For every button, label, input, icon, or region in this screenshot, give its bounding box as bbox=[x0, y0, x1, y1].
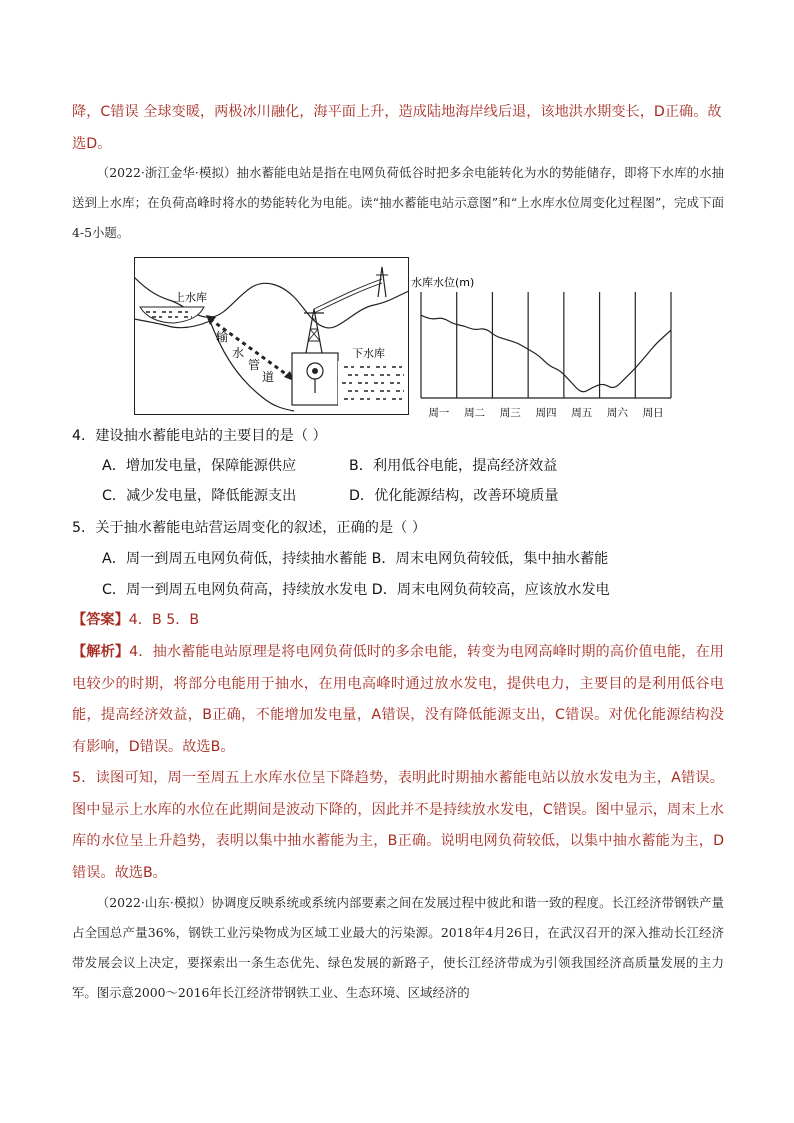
chart-x-tick-label: 周二 bbox=[464, 407, 486, 419]
chart-x-tick-label: 周四 bbox=[535, 407, 557, 419]
q4-option-a[interactable]: A．增加发电量，保障能源供应 bbox=[102, 458, 297, 474]
answer-tag: 【答案】 bbox=[72, 612, 129, 628]
lower-reservoir-water bbox=[338, 361, 408, 407]
pipe-label-2: 水 bbox=[232, 346, 245, 360]
chart-day-gridlines bbox=[421, 292, 671, 398]
question-5-stem: 5．关于抽水蓄能电站营运周变化的叙述，正确的是（ ） bbox=[72, 520, 427, 536]
analysis-q5: 5．读图可知，周一至周五上水库水位呈下降趋势，表明此时期抽水蓄能电站以放水发电为主，A错误。图中显示上水库的水位在此期间是波动下降的，因此并不是持续放水发电，C错误。图中显示，周末上水库的水位呈上升趋势，表明以集中抽水蓄能为主，B正确。说明电网负荷较低，以集中抽水蓄能为主，D错误。故选B。 bbox=[72, 770, 724, 881]
pumped-storage-diagram bbox=[134, 257, 409, 415]
answer-continuation-line1: 降，C错误 全球变暖，两极冰川融化，海平面上升，造成陆地海岸线后退，该地洪水期变长，D正确。故 bbox=[72, 104, 722, 120]
question-stem-4-5: （2022·浙江金华·模拟）抽水蓄能电站是指在电网负荷低谷时把多余电能转化为水的势能储存，即将下水库的水抽送到上水库；在负荷高峰时将水的势能转化为电能。读“抽水蓄能电站示意图”和“上水库水位周变化过程图”，完成下面4-5小题。 bbox=[72, 165, 724, 240]
q4-option-c[interactable]: C．减少发电量，降低能源支出 bbox=[102, 488, 297, 504]
answer-continuation-line2: 选D。 bbox=[72, 135, 112, 152]
upper-reservoir-label: 上水库 bbox=[174, 291, 207, 304]
chart-x-tick-label: 周五 bbox=[571, 407, 593, 419]
answer-line bbox=[72, 605, 724, 637]
water-level-series-line bbox=[421, 315, 671, 391]
pipe-label-4: 道 bbox=[262, 370, 275, 384]
q5-options-a-b[interactable]: A．周一到周五电网负荷低，持续抽水蓄能 B．周末电网负荷较低，集中抽水蓄能 bbox=[102, 551, 609, 567]
pipe-label-3: 管 bbox=[248, 358, 261, 372]
q4-option-d[interactable]: D．优化能源结构，改善环境质量 bbox=[349, 488, 559, 504]
chart-x-tick-label: 周日 bbox=[642, 407, 664, 419]
question-stem-next: （2022·山东·模拟）协调度反映系统或系统内部要素之间在发展过程中彼此和谐一致的程度。长江经济带钢铁产量占全国总产量36%，钢铁工业污染物成为区域工业最大的污染源。2018年4月26日，在武汉召开的深入推动长江经济带发展会议上决定，要探索出一条生态优先、绿色发展的新路子，使长江经济带成为引领我国经济高质量发展的主力军。图示意2000～2016年长江经济带钢铁工业、生态环境、区域经济的 bbox=[72, 895, 724, 1000]
chart-x-tick-label: 周一 bbox=[428, 407, 450, 419]
pipe-label-1: 输 bbox=[216, 330, 229, 344]
analysis-tag: 【解析】 bbox=[72, 644, 130, 660]
chart-x-tick-label: 周三 bbox=[499, 407, 521, 419]
q5-options-c-d[interactable]: C．周一到周五电网负荷高，持续放水发电 D．周末电网负荷较高，应该放水发电 bbox=[102, 582, 610, 598]
answer-continuation-text bbox=[72, 97, 724, 160]
analysis-q4-text: 4．抽水蓄能电站原理是将电网负荷低时的多余电能，转变为电网高峰时期的高价值电能，在用电较少的时期，将部分电能用于抽水，在用电高峰时通过放水发电，提供电力，主要目的是利用低谷电能，提高经济效益，B正确，不能增加发电量，A错误，没有降低能源支出，C错误。对优化能源结构没有影响，D错误。故选B。 bbox=[72, 644, 724, 755]
lower-reservoir-label: 下水库 bbox=[352, 347, 385, 360]
chart-y-axis-label: 水库水位(m) bbox=[411, 276, 475, 289]
water-level-chart bbox=[411, 270, 683, 422]
q4-option-b[interactable]: B．利用低谷电能，提高经济效益 bbox=[349, 458, 558, 474]
analysis-q4 bbox=[72, 637, 724, 763]
question-4-stem: 4．建设抽水蓄能电站的主要目的是（ ） bbox=[72, 428, 327, 444]
chart-tick-labels bbox=[428, 407, 663, 419]
chart-x-tick-label: 周六 bbox=[606, 407, 628, 419]
answer-text: 4．B 5．B bbox=[128, 612, 200, 628]
